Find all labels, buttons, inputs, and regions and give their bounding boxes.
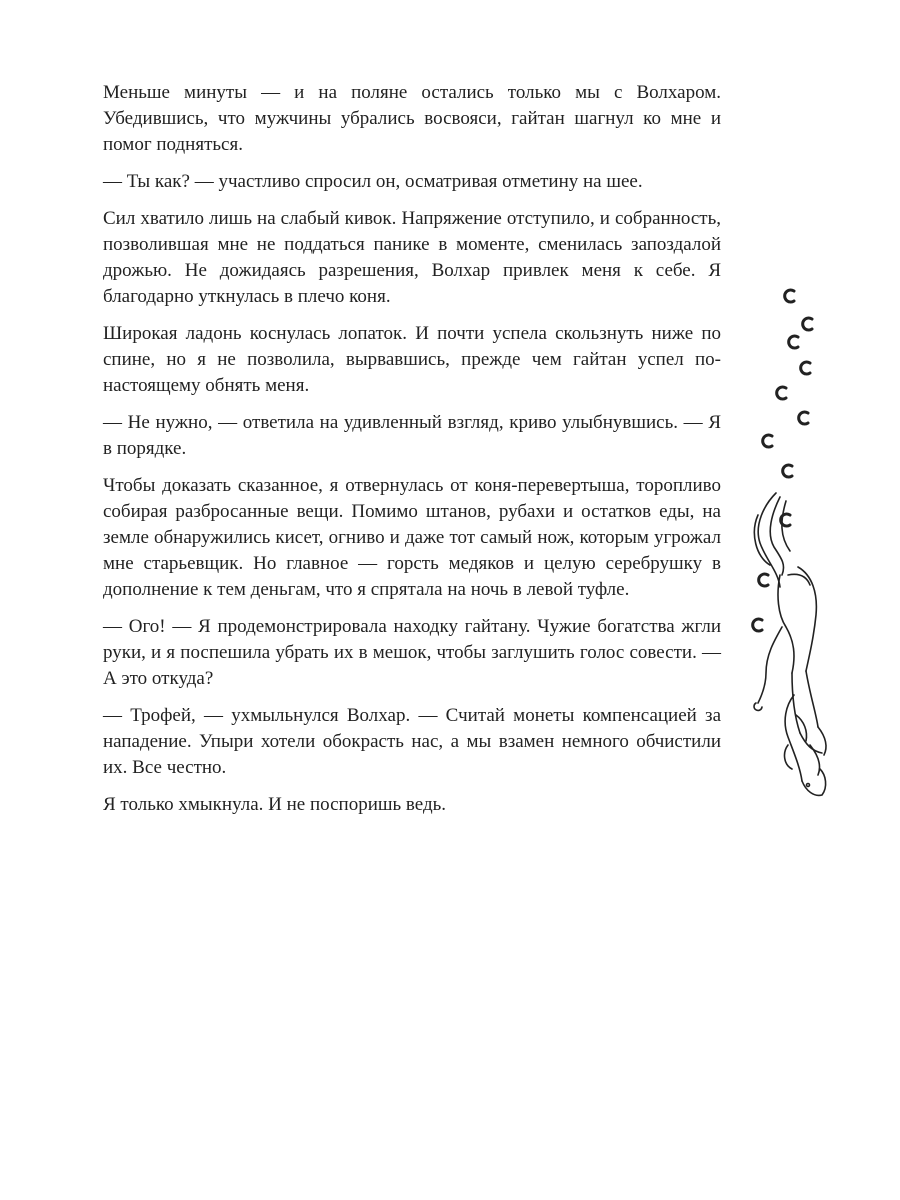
horse-drawing bbox=[754, 493, 826, 795]
paragraph: — Трофей, — ухмыльнулся Волхар. — Считай монеты компенсацией за нападение. Упыри хотели обокрасть нас, а мы взамен немного обчистили их. Все честно. bbox=[103, 705, 721, 778]
text-column bbox=[103, 80, 721, 829]
paragraph: — Ты как? — участливо спросил он, осматривая отметину на шее. bbox=[103, 171, 643, 192]
paragraph: — Не нужно, — ответила на удивленный взгляд, криво улыбнувшись. — Я в порядке. bbox=[103, 412, 721, 459]
paragraph: Я только хмыкнула. И не поспоришь ведь. bbox=[103, 794, 447, 815]
horseshoe-tracks-icon bbox=[753, 290, 812, 631]
paragraph: Широкая ладонь коснулась лопаток. И почти успела скользнуть ниже по спине, но я не позволила, вырвавшись, прежде чем гайтан успел по-настоящему обнять меня. bbox=[103, 323, 721, 396]
paragraph: Сил хватило лишь на слабый кивок. Напряжение отступило, и собранность, позволившая мне не поддаться панике в моменте, сменилась запоздалой дрожью. Не дожидаясь разрешения, Волхар привлек меня к себе. Я благодарно уткнулась в плечо коня. bbox=[103, 208, 721, 307]
horse-with-horseshoe-tracks-icon bbox=[736, 275, 836, 815]
paragraph: — Ого! — Я продемонстрировала находку гайтану. Чужие богатства жгли руки, и я поспешила убрать их в мешок, чтобы заглушить голос совести. — А это откуда? bbox=[103, 616, 721, 689]
paragraph: Чтобы доказать сказанное, я отвернулась от коня-перевертыша, торопливо собирая разбросанные вещи. Помимо штанов, рубахи и остатков еды, на земле обнаружились кисет, огниво и даже тот самый нож, которым угрожал мне старьевщик. Но главное — горсть медяков и целую серебрушку в дополнение к тем деньгам, что я спрятала на ночь в левой туфле. bbox=[103, 475, 721, 600]
paragraph: Меньше минуты — и на поляне остались только мы с Волхаром. Убедившись, что мужчины убрались восвояси, гайтан шагнул ко мне и помог подняться. bbox=[103, 82, 721, 155]
